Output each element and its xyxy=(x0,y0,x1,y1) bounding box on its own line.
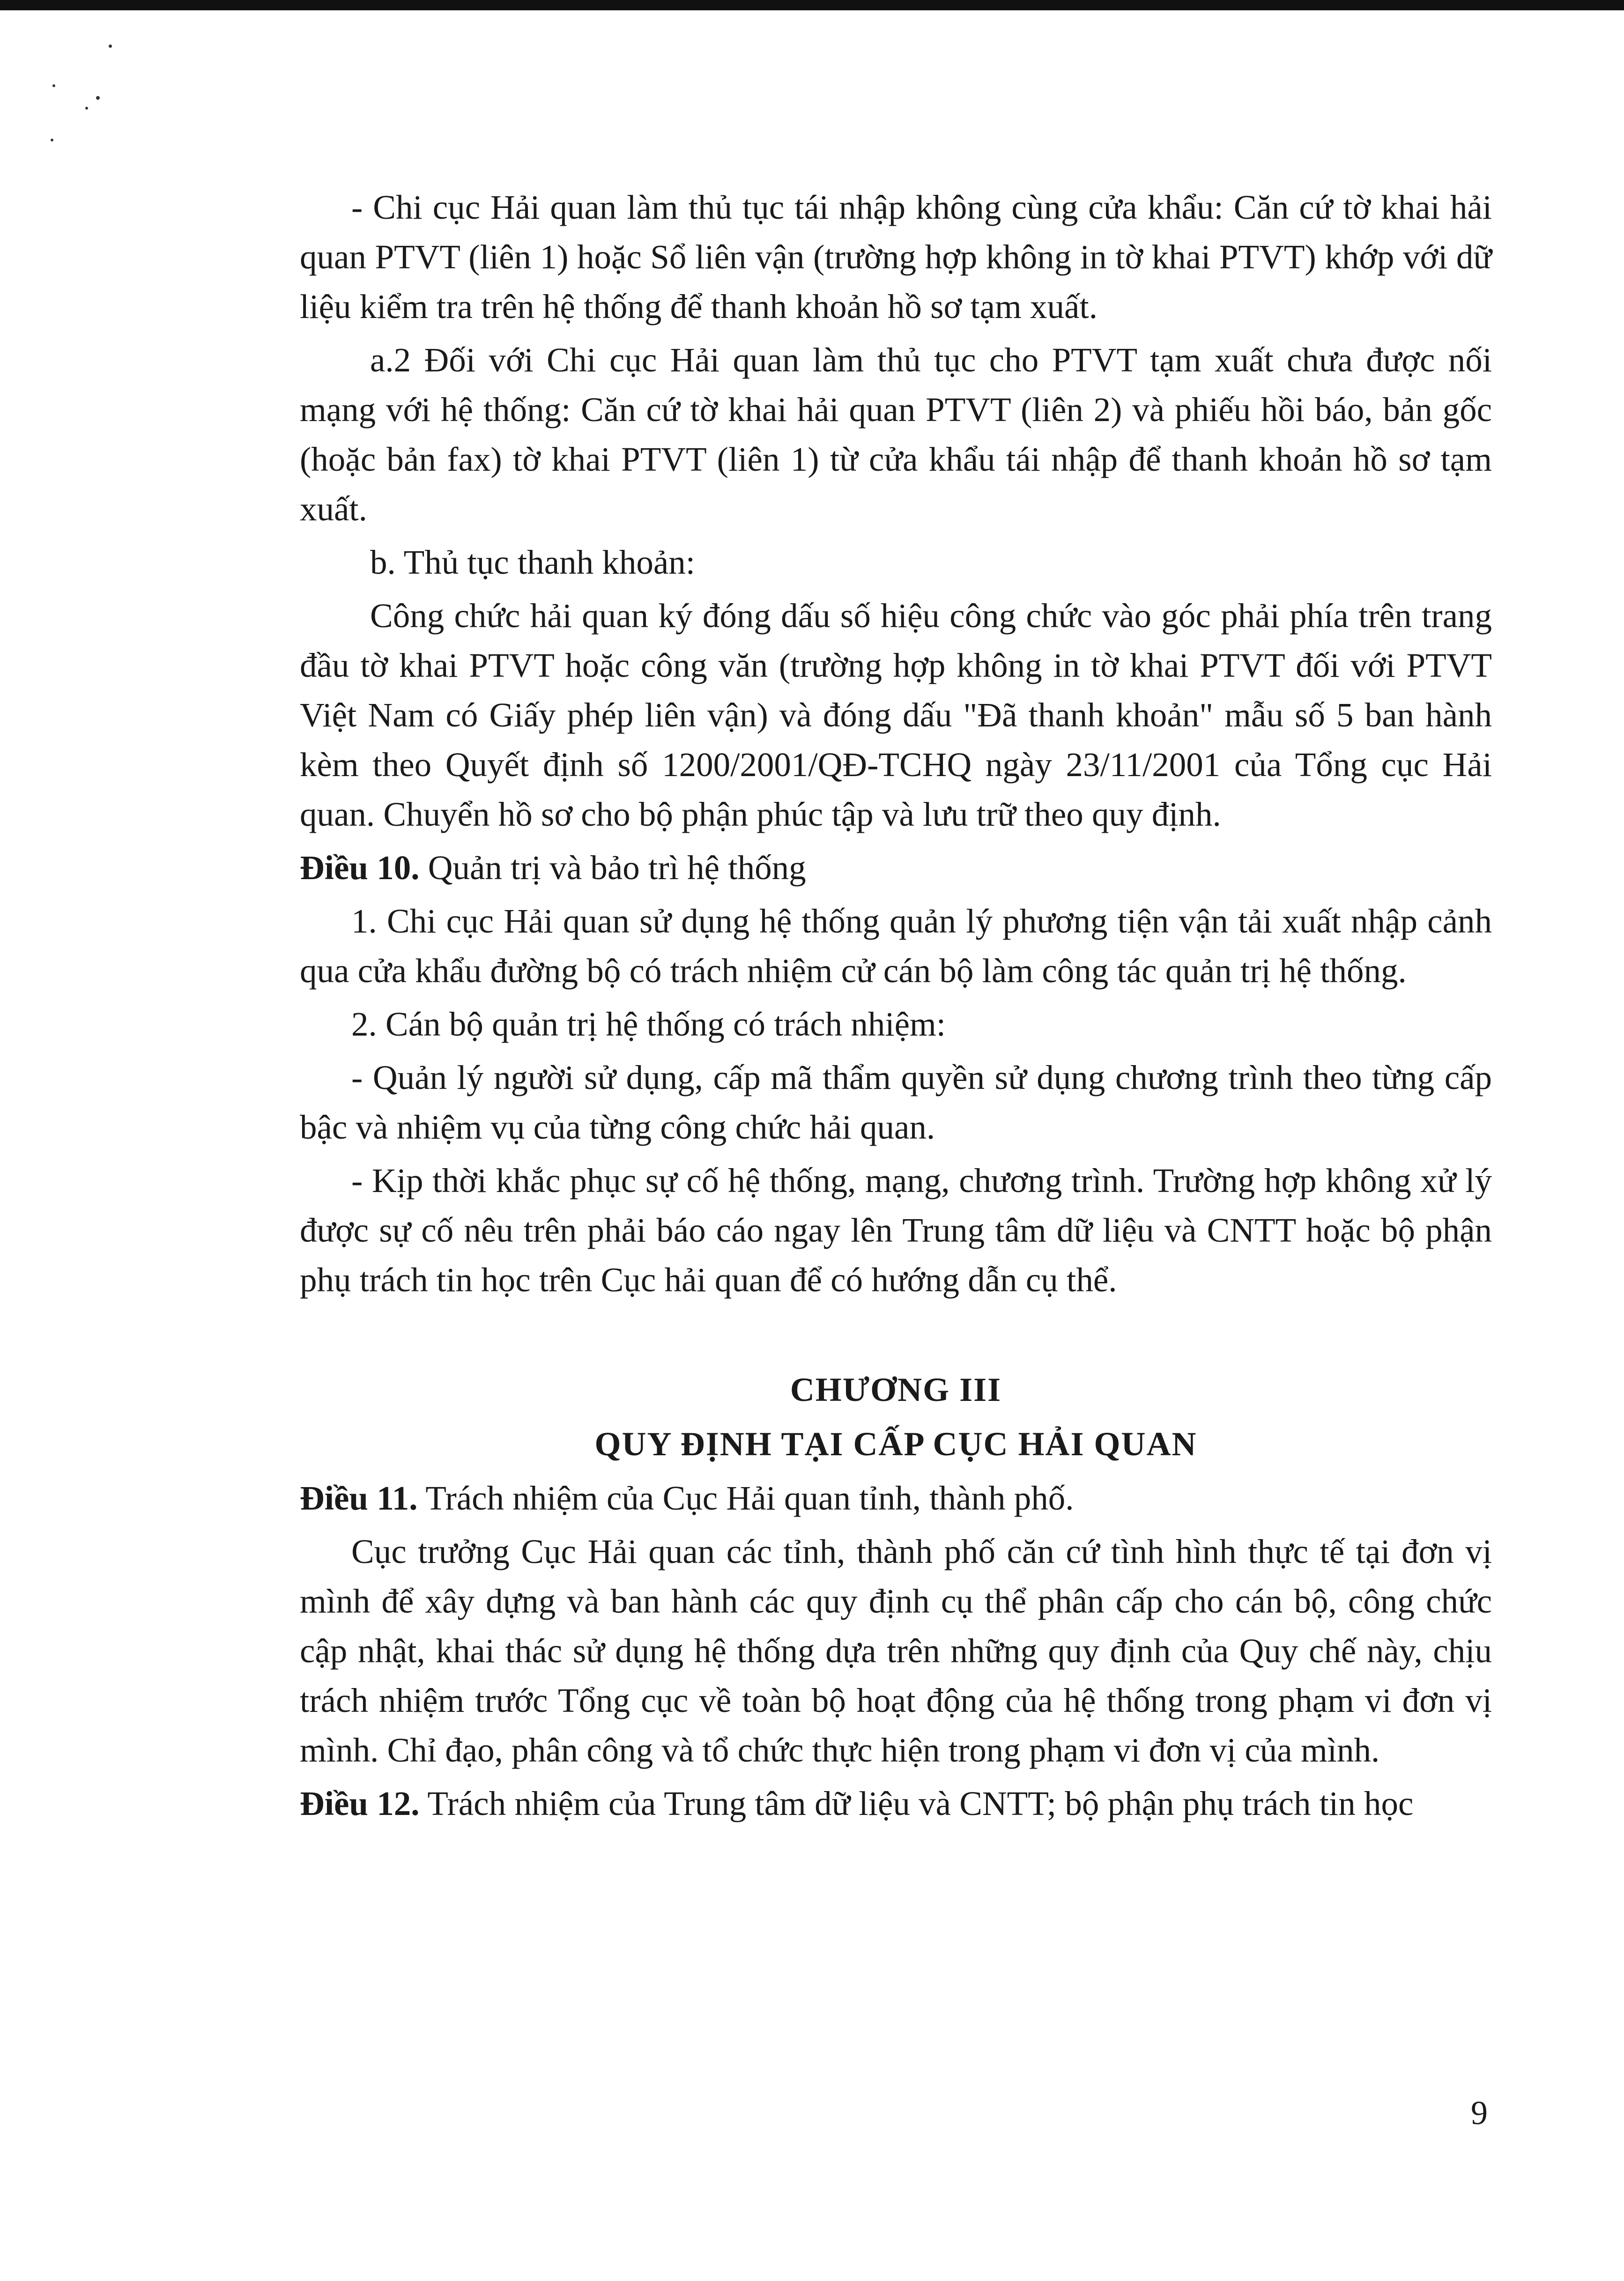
scan-speck xyxy=(85,107,88,110)
paragraph: b. Thủ tục thanh khoản: xyxy=(370,543,696,581)
paragraph: - Quản lý người sử dụng, cấp mã thẩm quyền sử dụng chương trình theo từng cấp bậc và nhiệm vụ của từng công chức hải quan. xyxy=(300,1059,1492,1146)
section-spacer xyxy=(300,1309,1492,1365)
article-label: Điều 11. xyxy=(300,1479,418,1517)
paragraph: 2. Cán bộ quản trị hệ thống có trách nhiệm: xyxy=(351,1005,946,1043)
paragraph: a.2 Đối với Chi cục Hải quan làm thủ tục cho PTVT tạm xuất chưa được nối mạng với hệ thống: Căn cứ tờ khai hải quan PTVT (liên 2) và phiếu hồi báo, bản gốc (hoặc bản fax) tờ khai PTVT (liên 1) từ cửa khẩu tái nhập để thanh khoản hồ sơ tạm xuất. xyxy=(300,341,1492,528)
scan-speck xyxy=(51,139,53,141)
scan-speck xyxy=(52,84,55,87)
article-label: Điều 10. xyxy=(300,849,420,887)
scan-top-border xyxy=(0,0,1624,10)
article-heading xyxy=(300,1779,1492,1829)
paragraph: Cục trưởng Cục Hải quan các tỉnh, thành phố căn cứ tình hình thực tế tại đơn vị mình để xây dựng và ban hành các quy định cụ thể phân cấp cho cán bộ, công chức cập nhật, khai thác sử dụng hệ thống dựa trên những quy định của Quy chế này, chịu trách nhiệm trước Tổng cục về toàn bộ hoạt động của hệ thống trong phạm vi đơn vị mình. Chỉ đạo, phân công và tổ chức thực hiện trong phạm vi đơn vị của mình. xyxy=(300,1533,1492,1769)
paragraph: Công chức hải quan ký đóng dấu số hiệu công chức vào góc phải phía trên trang đầu tờ khai PTVT hoặc công văn (trường hợp không in tờ khai PTVT đối với PTVT Việt Nam có Giấy phép liên vận) và đóng dấu "Đã thanh khoản" mẫu số 5 ban hành kèm theo Quyết định số 1200/2001/QĐ-TCHQ ngày 23/11/2001 của Tổng cục Hải quan. Chuyển hồ sơ cho bộ phận phúc tập và lưu trữ theo quy định. xyxy=(300,597,1492,833)
paragraph: - Chi cục Hải quan làm thủ tục tái nhập không cùng cửa khẩu: Căn cứ tờ khai hải quan PTVT (liên 1) hoặc Sổ liên vận (trường hợp không in tờ khai PTVT) khớp với dữ liệu kiểm tra trên hệ thống để thanh khoản hồ sơ tạm xuất. xyxy=(300,188,1492,326)
paragraph: 1. Chi cục Hải quan sử dụng hệ thống quản lý phương tiện vận tải xuất nhập cảnh qua cửa khẩu đường bộ có trách nhiệm cử cán bộ làm công tác quản trị hệ thống. xyxy=(300,902,1492,990)
article-heading xyxy=(300,843,1492,893)
chapter-subtitle: QUY ĐỊNH TẠI CẤP CỤC HẢI QUAN xyxy=(594,1425,1197,1463)
article-heading xyxy=(300,1474,1492,1523)
paragraph: - Kịp thời khắc phục sự cố hệ thống, mạng, chương trình. Trường hợp không xử lý được sự cố nêu trên phải báo cáo ngay lên Trung tâm dữ liệu và CNTT hoặc bộ phận phụ trách tin học trên Cục hải quan để có hướng dẫn cụ thể. xyxy=(300,1162,1492,1299)
scan-speck xyxy=(109,44,112,48)
article-title: Trách nhiệm của Cục Hải quan tỉnh, thành phố. xyxy=(417,1479,1074,1517)
scan-speck xyxy=(96,96,100,100)
article-title: Quản trị và bảo trì hệ thống xyxy=(419,849,806,887)
article-label: Điều 12. xyxy=(300,1785,420,1822)
article-title: Trách nhiệm của Trung tâm dữ liệu và CNTT; bộ phận phụ trách tin học xyxy=(419,1785,1414,1822)
chapter-title: CHƯƠNG III xyxy=(790,1371,1002,1408)
document-body xyxy=(300,183,1492,1832)
page-number: 9 xyxy=(1471,2094,1488,2132)
